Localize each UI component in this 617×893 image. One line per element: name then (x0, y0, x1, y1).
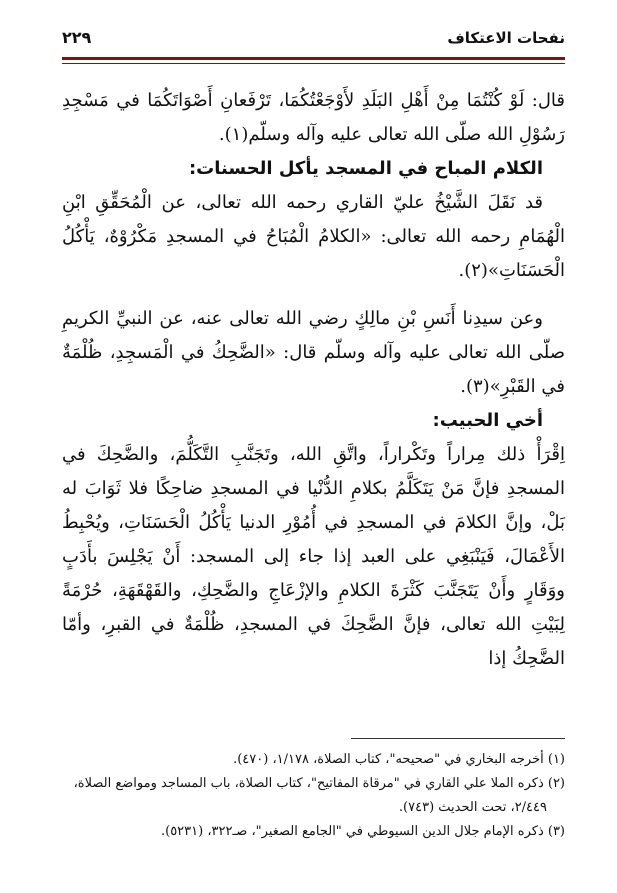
header-rule-thick (62, 57, 565, 60)
footnote-ref-2: (٢). (458, 260, 488, 281)
running-title: نفحات الاعتكاف (447, 29, 565, 47)
paragraph-4: اِقْرَأْ ذلك مِراراً وتَكْراراً، واتَّقِ الله، وتَجَنَّبِ التَّكَلُّمَ، والضَّحِكَ في المسجدِ فإنَّ مَنْ يَتَكَلَّمُ بكلامِ الدُّنْيا في المسجدِ ضاحِكًا فلا ثَوَابَ له بَلْ، وإنَّ الكلامَ في المسجدِ في أُمُوْرِ الدنيا يَأْكُلُ الْحَسَنَاتِ، ويُحْبِطُ الأَعْمَالَ، فَيَنْبَغِي على العبد إذا جاء إلى المسجد: أَنْ يَجْلِسَ بأَدَبٍ ووَقَارٍ وأَنْ يَتَجَنَّبَ كَثْرَةَ الكلامِ والإزْعَاجِ والضَّحِكِ، والقَهْقَهَةِ، حُرْمَةً لِبَيْتِ الله تعالى، فإنَّ الضَّحِكَ في المسجدِ، ظُلْمَةٌ في القبرِ، وأمّا الضَّحِكُ إذا (62, 444, 565, 669)
main-text (62, 84, 565, 676)
paragraph-3-text: وعن سيدِنا أَنَسِ بْنِ مالِكٍ رضي الله تعالى عنه، عن النبيِّ الكريمِ صلّى الله تعالى عليه وآله وسلّم قال: «الضَّحِكُ في الْمَسجِدِ، ظُلْمَةٌ في القَبْرِ» (62, 308, 565, 397)
header-rule-thin (62, 63, 565, 64)
paragraph-1-text: قال: لَوْ كُنْتُمَا مِنْ أَهْلِ البَلَدِ لأَوْجَعْتُكُمَا، تَرْفَعانِ أَصْوَاتَكُمَا في مَسْجِدِ رَسُوْلِ الله صلّى الله تعالى عليه وآله وسلّم (62, 90, 565, 145)
paragraph-2 (62, 186, 565, 288)
footnote-1: (١) أخرجه البخاري في "صحيحه"، كتاب الصلاة، ١/١٧٨، (٤٧٠). (233, 752, 565, 767)
page-number: ٢٢٩ (62, 28, 92, 47)
footnote-2-line-2: ٢/٤٤٩، تحت الحديث (٧٤٣). (398, 800, 547, 815)
paragraph-2-text: قد نَقَلَ الشَّيْخُ عليّ القاري رحمه الله تعالى، عن الْمُحَقِّقِ ابْنِ الْهُمَامِ رحمه الله تعالى: «الكلامُ الْمُبَاحُ في المسجدِ مَكْرُوْهٌ، يَأْكُلُ الْحَسَنَاتِ» (62, 192, 565, 281)
paragraph-3 (62, 302, 565, 404)
footnote-ref-3: (٣). (460, 376, 490, 397)
footnote-3: (٣) ذكره الإمام جلال الدين السيوطي في "الجامع الصغير"، صـ٣٢٢، (٥٢٣١). (160, 824, 565, 839)
footnote-2-line-1: (٢) ذكره الملا علي القاري في "مرقاة المفاتيح"، كتاب الصلاة، باب المساجد ومواضع الصلاة، (73, 776, 565, 791)
running-header (62, 28, 565, 47)
paragraph-1 (62, 84, 565, 152)
heading-dear-brother: أخي الحبيب: (432, 410, 543, 431)
footnotes (62, 748, 565, 844)
footnote-ref-1: (١). (218, 124, 249, 145)
heading-permissible-speech: الكلام المباح في المسجد يأكل الحسنات: (188, 158, 543, 179)
footnote-separator (351, 738, 565, 739)
